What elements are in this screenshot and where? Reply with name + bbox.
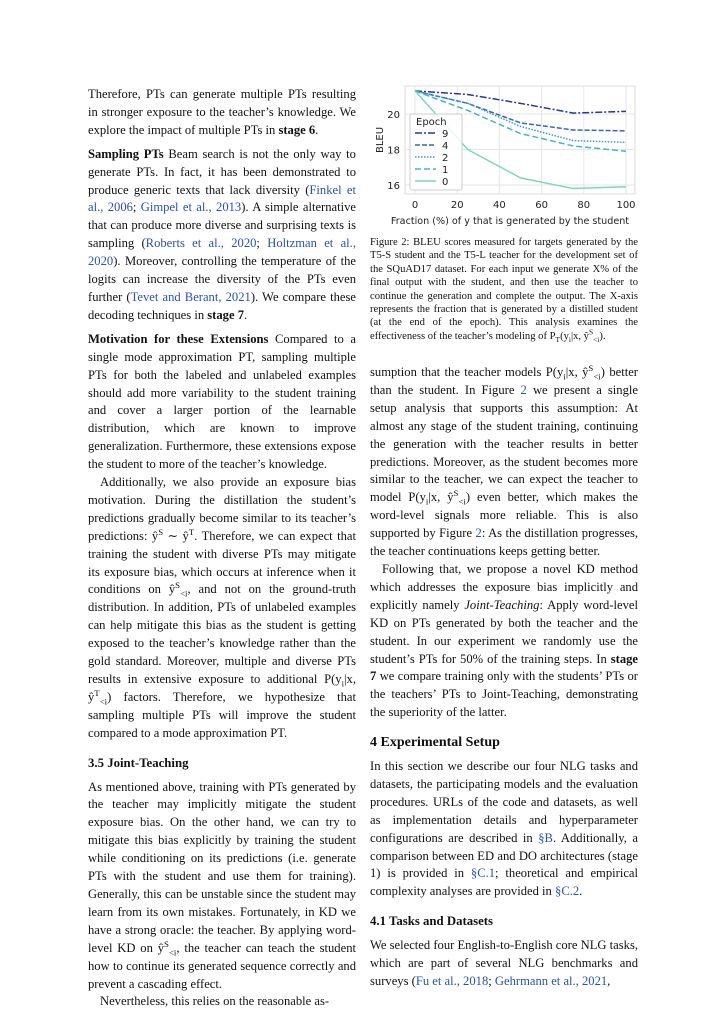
paragraph: [370, 236, 638, 343]
paragraph: [370, 561, 638, 722]
text-run: .: [315, 122, 319, 137]
x-tick-label: 40: [493, 200, 506, 211]
text-run: : Apply word-level KD on PTs generated by both the teacher and the student. In our experiment we randomly use the student’s PTs for 50% of the training steps. In: [370, 597, 638, 666]
figure-caption: [370, 236, 638, 343]
citation-link[interactable]: Tevet and Berant, 2021: [130, 289, 251, 304]
text-run: stage 6: [278, 122, 316, 137]
text-run: <i: [180, 588, 188, 599]
paragraph: [88, 86, 356, 140]
text-run: (y: [560, 330, 569, 342]
section-heading-4-1: 4.1 Tasks and Datasets: [370, 914, 494, 929]
text-run: S: [175, 580, 181, 591]
text-run: we compare training only with the students’ PTs or the teachers’ PTs to Joint-Teaching, demonstrating the superiority of the latter.: [370, 669, 638, 720]
text-run: S: [588, 327, 594, 337]
text-run: sumption that the teacher models P(y: [370, 365, 564, 379]
text-run: ;: [132, 200, 141, 215]
x-tick-label: 60: [535, 200, 548, 211]
text-run: As mentioned above, training with PTs generated by the teacher may implicitly mitigate the student exposure bias. On the other hand, we can try to mitigate this bias explicitly by training the student while conditioning on its predictions (i.e. generate PTs with the student and use them for training). Generally, this can be unstable since the student may learn from its own mistakes. Fortunately, in KD we have a strong oracle: the teacher. By applying word-level KD on ŷ: [88, 779, 356, 955]
x-tick-label: 80: [577, 200, 591, 211]
bleu-line-chart: [370, 80, 650, 230]
text-run: Motivation for these Extensions: [88, 331, 269, 346]
legend-label: 1: [442, 165, 449, 176]
citation-link[interactable]: 2: [475, 526, 482, 541]
text-run: : As the distillation progresses, the teacher continuations keeps getting better.: [370, 526, 638, 559]
citation-link[interactable]: §C.2: [555, 884, 580, 899]
text-run: Sampling PTs: [88, 146, 164, 161]
text-run: ). We compare these decoding techniques in: [88, 289, 356, 322]
citation-link[interactable]: Gimpel et al., 2013: [140, 200, 242, 215]
right-column: [370, 364, 638, 991]
text-run: |x, ŷ: [570, 330, 589, 342]
legend-label: 2: [442, 153, 449, 164]
text-run: , the teacher can teach the student how to continue its generated sequence correctly and prevent a cascading effect.: [88, 940, 356, 991]
text-run: T: [94, 687, 100, 698]
text-run: T: [555, 334, 561, 344]
text-run: . Additionally, a comparison between ED and DO architectures (stage 1) is provided in: [370, 830, 639, 881]
x-tick-label: 100: [616, 200, 636, 211]
text-run: i: [568, 334, 571, 344]
text-run: ).: [599, 330, 606, 342]
text-run: <i: [593, 334, 600, 344]
legend-title: Epoch: [416, 117, 447, 128]
y-axis-label: BLEU: [375, 126, 386, 154]
text-run: We selected four English-to-English core NLG tasks, which are part of several NLG benchmarks and surveys (: [370, 938, 638, 988]
y-tick-label: 18: [387, 145, 400, 157]
text-run: ; theoretical and empirical complexity analyses are provided in: [370, 866, 638, 899]
text-run: Beam search is not the only way to generate PTs. In fact, it has been demonstrated to produce generic texts that lack diversity (: [88, 146, 356, 197]
citation-link[interactable]: 2: [520, 382, 527, 397]
citation-link[interactable]: Finkel et al., 2006: [88, 182, 356, 215]
text-run: stage 7: [370, 651, 638, 684]
text-run: Following that, we propose a novel KD method which addresses the exposure bias implicitly and explicitly namely: [370, 561, 638, 612]
y-tick-label: 16: [387, 181, 400, 192]
legend-label: 0: [442, 177, 449, 188]
text-run: ) better than the student. In Figure: [370, 365, 638, 397]
text-run: ,: [607, 974, 611, 988]
citation-link[interactable]: §C.1: [470, 866, 496, 881]
text-run: |x, ŷ: [428, 490, 454, 505]
citation-link[interactable]: Gehrmann et al., 2021: [494, 974, 608, 988]
text-run: i: [563, 371, 566, 382]
paragraph: [88, 331, 356, 474]
paragraph: [88, 993, 356, 1011]
text-run: <i: [593, 371, 601, 382]
text-run: ;: [488, 974, 495, 988]
text-run: .: [244, 307, 248, 322]
paragraph: [370, 937, 638, 991]
y-tick-label: 20: [387, 110, 400, 121]
text-run: ) even better, which makes the word-level signals more reliable. This is also supported by Figure: [370, 490, 638, 541]
text-run: , and not on the ground-truth distribution. In addition, PTs of unlabeled examples can help mitigate this bias as the student is getting exposed to the teacher’s knowledge rather than the gold standard. Moreover, multiple and diverse PTs results in extensive exposure to additional P(y: [88, 582, 356, 686]
paragraph: [88, 146, 356, 325]
text-run: i: [425, 496, 429, 507]
x-tick-label: 20: [450, 200, 464, 211]
text-run: i: [341, 678, 345, 689]
text-run: stage 7: [207, 307, 244, 322]
text-run: S: [588, 362, 594, 373]
text-run: <i: [99, 696, 108, 707]
text-run: In this section we describe our four NLG tasks and datasets, the participating models and the evaluation procedures. URLs of the code and datasets, as well as implementation details and hyperparameter configurations are described in: [370, 759, 638, 845]
legend-label: 9: [442, 129, 449, 140]
paragraph: [88, 779, 356, 994]
citation-link[interactable]: Roberts et al., 2020: [145, 236, 257, 251]
text-run: Compared to a single mode approximation PT, sampling multiple PTs for both the labeled and unlabeled examples should add more variability to the student training and cover a larger portion of the learnable distribution, which are known to improve generalization. Furthermore, these extensions expose the student to more of the teacher’s knowledge.: [88, 331, 356, 472]
text-run: T: [188, 526, 195, 537]
paragraph: [370, 758, 638, 901]
text-run: Joint-Teaching: [464, 597, 540, 612]
text-run: we present a single setup analysis that supports this assumption: At almost any stage of the student training, continuing the generation with the teacher results in better predictions. Moreover, as the student becomes more similar to the teacher, we can expect the teacher to model P(y: [370, 382, 638, 505]
citation-link[interactable]: §B: [538, 830, 553, 845]
text-run: Therefore, PTs can generate multiple PTs resulting in stronger exposure to the teacher’s knowledge. We explore the impact of multiple PTs in: [88, 87, 356, 137]
text-run: S: [158, 526, 164, 537]
x-tick-label: 0: [411, 200, 419, 211]
text-run: S: [453, 488, 459, 499]
citation-link[interactable]: Fu et al., 2018: [415, 974, 489, 988]
text-run: ∼ ŷ: [163, 528, 189, 543]
text-run: Nevertheless, this relies on the reasonable as-: [100, 994, 330, 1009]
left-column: [88, 86, 356, 1011]
section-heading-3-5: 3.5 Joint-Teaching: [88, 755, 189, 770]
text-run: Additionally, we also provide an exposure bias motivation. During the distillation the student’s predictions gradually become similar to its teacher’s predictions: ŷ: [88, 475, 356, 543]
paragraph: [370, 364, 638, 561]
x-axis-label: Fraction (%) of y that is generated by the student: [390, 216, 630, 227]
text-run: <i: [168, 947, 177, 958]
text-run: ). Moreover, controlling the temperature of the logits can increase the diversity of the PTs even further (: [88, 254, 356, 304]
legend-label: 4: [442, 141, 449, 152]
text-run: ). A simple alternative that can produce more diverse and surprising texts is sampling (: [88, 200, 356, 251]
text-run: ;: [256, 236, 268, 251]
text-run: <i: [458, 496, 466, 507]
text-run: |x, ŷ: [88, 672, 356, 704]
paragraph: [88, 474, 356, 743]
text-run: S: [164, 938, 169, 949]
text-run: .: [579, 884, 583, 899]
text-run: . Therefore, we can expect that training the student with diverse PTs may mitigate its exposure bias, which occurs at inference when it conditions on ŷ: [88, 528, 357, 597]
text-run: ) factors. Therefore, we hypothesize that sampling multiple PTs will improve the student compared to a mode approximation PT.: [88, 689, 356, 740]
text-run: Figure 2: BLEU scores measured for targets generated by the T5-S student and the T5-L teacher for the development set of the SQuAD17 dataset. For each input we generate X% of the final output with the student, and then use the teacher to continue the generation and complete the output. The X-axis represents the fraction that is generated by a distilled student (at the end of the epoch). This analysis examines the effectiveness of the teacher’s modeling of P: [370, 237, 638, 342]
text-run: |x, ŷ: [565, 365, 589, 379]
citation-link[interactable]: Holtzman et al., 2020: [88, 236, 356, 269]
section-heading-4: 4 Experimental Setup: [370, 735, 500, 751]
